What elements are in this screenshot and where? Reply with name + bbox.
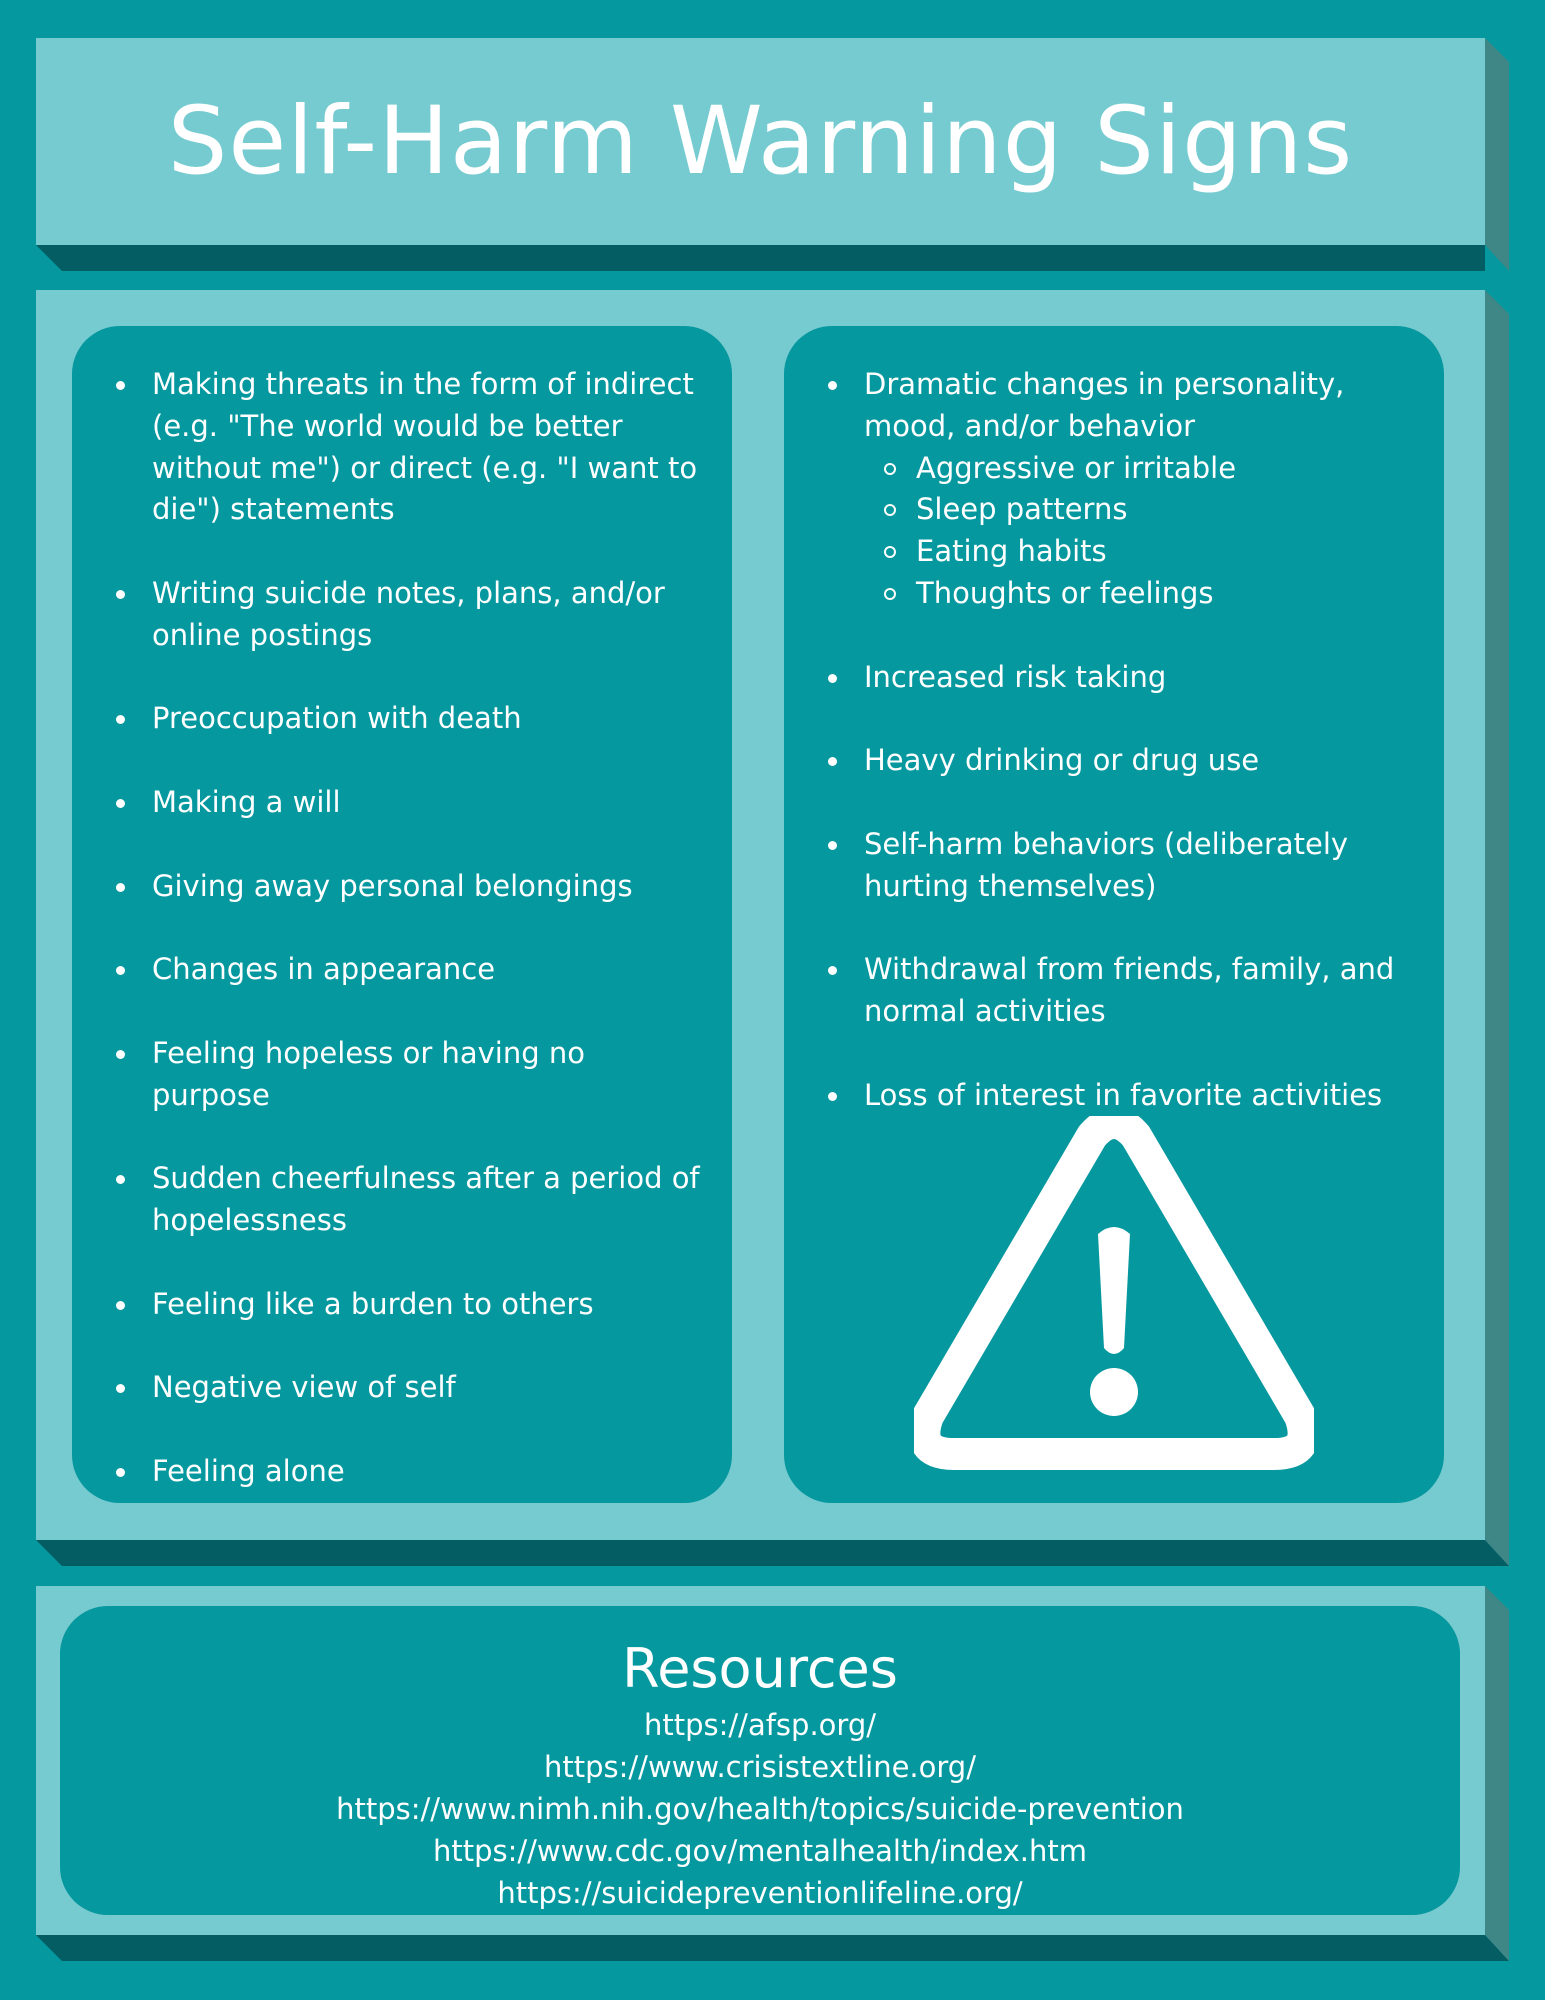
list-item-text: Dramatic changes in personality, mood, and/or behavior [864,367,1345,443]
sub-list-item: Aggressive or irritable [864,448,1414,490]
list-item: Making threats in the form of indirect (e.g. "The world would be better without me") or direct (e.g. "I want to die") statements [108,364,702,531]
resource-link[interactable]: https://www.crisistextline.org/ [544,1750,976,1784]
resource-link[interactable]: https://www.nimh.nih.gov/health/topics/suicide-prevention [336,1792,1184,1826]
sub-list-item: Sleep patterns [864,489,1414,531]
main-panel-shadow [36,1540,1509,1566]
list-item [820,364,1414,615]
sub-list [864,448,1414,615]
resource-link[interactable]: https://afsp.org/ [644,1708,876,1742]
title-panel-shadow [36,245,1485,271]
warning-signs-panel [36,290,1485,1540]
left-signs-list [108,364,702,1493]
page-title: Self-Harm Warning Signs [167,86,1354,196]
main-panel-shadow-side [1485,290,1509,1566]
list-item: Making a will [108,782,702,824]
title-panel-shadow-side [1485,38,1509,271]
resources-links [60,1704,1460,1914]
right-signs-list [820,364,1414,1116]
list-item: Feeling hopeless or having no purpose [108,1033,702,1117]
list-item: Changes in appearance [108,949,702,991]
list-item: Feeling alone [108,1451,702,1493]
list-item: Preoccupation with death [108,698,702,740]
resources-panel-shadow-side [1485,1586,1509,1961]
list-item: Heavy drinking or drug use [820,740,1414,782]
warning-triangle-icon [914,1116,1314,1472]
resources-heading: Resources [622,1637,898,1700]
list-item: Writing suicide notes, plans, and/or online postings [108,573,702,657]
sub-list-item: Thoughts or feelings [864,573,1414,615]
list-item: Sudden cheerfulness after a period of hopelessness [108,1158,702,1242]
resource-link[interactable]: https://suicidepreventionlifeline.org/ [497,1876,1023,1910]
resources-panel-shadow [36,1935,1509,1961]
sub-list-item: Eating habits [864,531,1414,573]
resources-panel [36,1586,1485,1935]
title-banner [36,38,1485,245]
list-item: Withdrawal from friends, family, and normal activities [820,949,1414,1033]
list-item: Giving away personal belongings [108,866,702,908]
list-item: Self-harm behaviors (deliberately hurting themselves) [820,824,1414,908]
resource-link[interactable]: https://www.cdc.gov/mentalhealth/index.htm [432,1834,1088,1868]
list-item: Feeling like a burden to others [108,1284,702,1326]
resources-card [60,1606,1460,1915]
list-item: Increased risk taking [820,657,1414,699]
list-item: Loss of interest in favorite activities [820,1075,1414,1117]
right-signs-card [784,326,1444,1503]
list-item: Negative view of self [108,1367,702,1409]
left-signs-card [72,326,732,1503]
